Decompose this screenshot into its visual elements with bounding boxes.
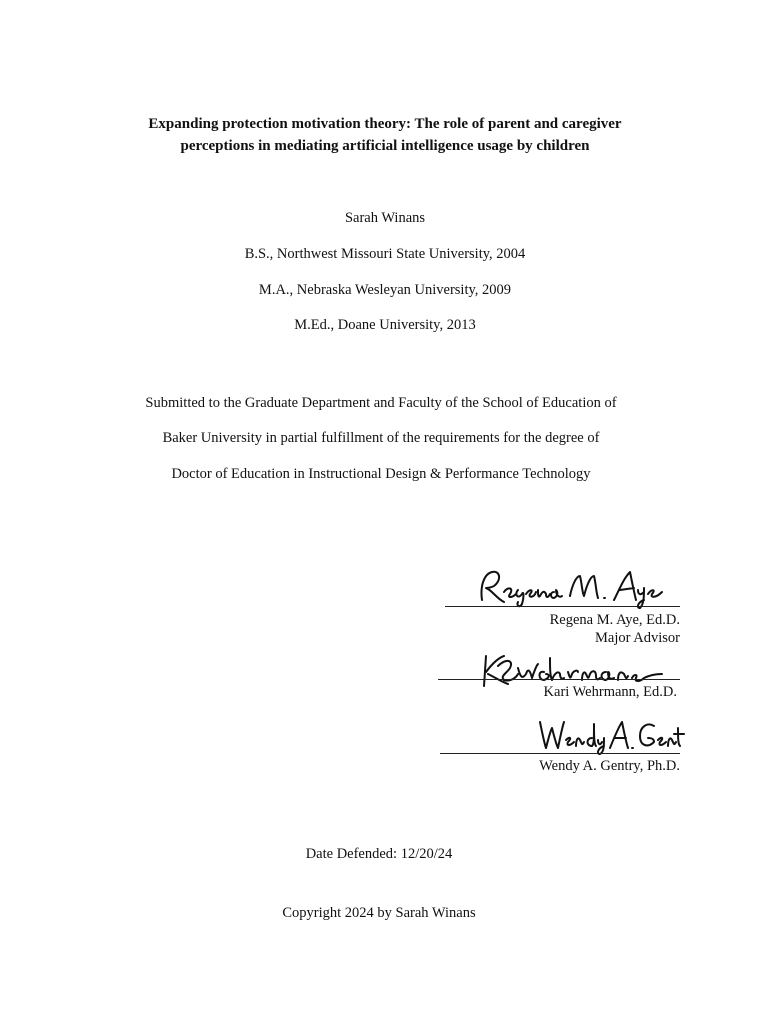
author-degree-2: M.A., Nebraska Wesleyan University, 2009 [258,282,512,298]
thesis-title-line-2: perceptions in mediating artificial intelligence usage by children [180,138,590,154]
signature-line-3 [440,753,680,754]
committee-member-1-name: Regena M. Aye, Ed.D. [549,612,680,628]
committee-member-1-role: Major Advisor [595,630,680,646]
submission-line-2: Baker University in partial fulfillment of the requirements for the degree of [162,430,600,446]
committee-member-2-name: Kari Wehrmann, Ed.D. [543,684,677,700]
submission-line-3: Doctor of Education in Instructional Design & Performance Technology [171,466,591,482]
signature-line-2 [438,679,680,680]
copyright-notice: Copyright 2024 by Sarah Winans [282,905,476,921]
committee-member-3-name: Wendy A. Gentry, Ph.D. [539,758,680,774]
author-degree-3: M.Ed., Doane University, 2013 [294,317,476,333]
date-defended: Date Defended: 12/20/24 [305,846,453,862]
signature-line-1 [445,606,680,607]
author-degree-1: B.S., Northwest Missouri State University, 2004 [244,246,526,262]
signature-wendy-gentry [536,716,686,756]
author-name: Sarah Winans [344,210,426,226]
signature-regena-aye [474,566,664,610]
submission-line-1: Submitted to the Graduate Department and Faculty of the School of Education of [145,395,617,411]
thesis-title-line-1: Expanding protection motivation theory: The role of parent and caregiver [148,116,622,132]
